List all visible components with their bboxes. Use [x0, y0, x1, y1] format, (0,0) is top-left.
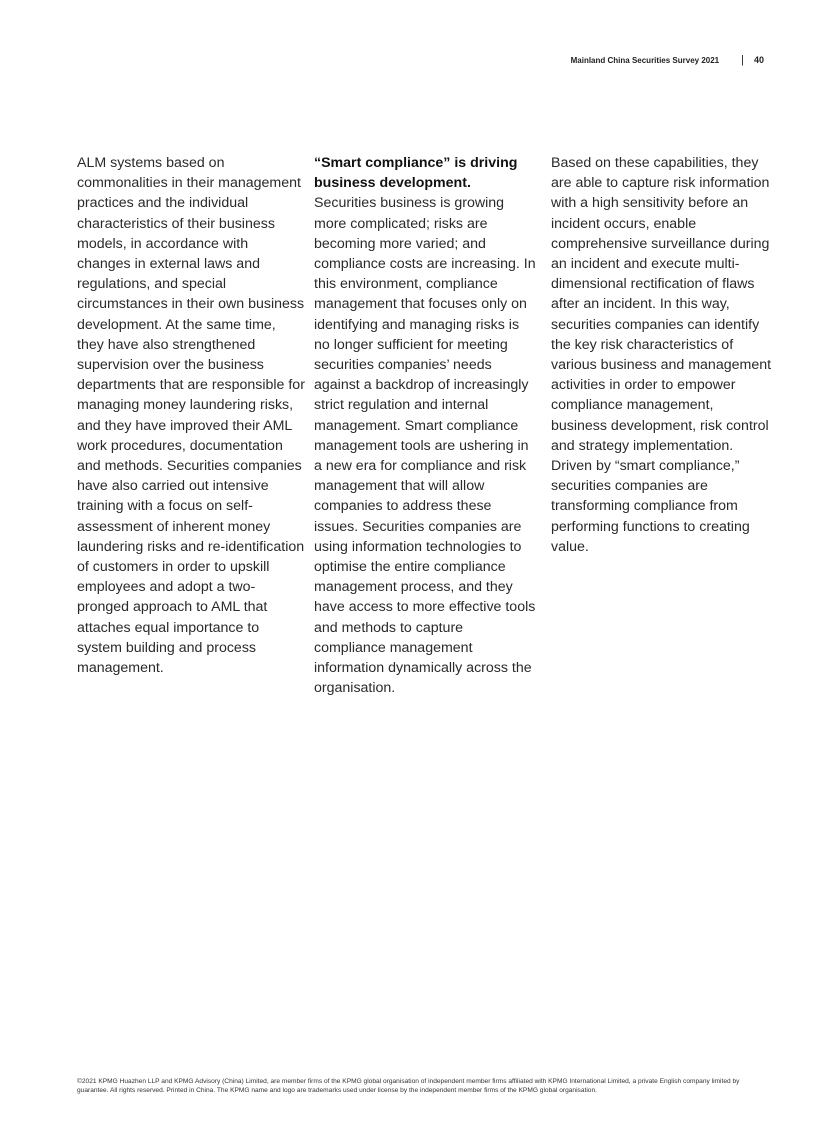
header-separator: | — [741, 54, 744, 66]
page-number: 40 — [753, 55, 764, 65]
column-2-body: Securities business is growing more complicated; risks are becoming more varied; and compliance costs are increasing. In this environment, compliance management that focuses only on identifying and managing risks is no longer sufficient for meeting securities companies’ needs against a backdrop of increasingly strict regulation and internal management. Smart compliance management tools are ushering in a new era for compliance and risk management that will allow companies to address these issues. Securities companies are using information technologies to optimise the entire compliance management process, and they have access to more effective tools and methods to capture compliance management information dynamically across the organisation. — [314, 195, 536, 697]
copyright-footer: ©2021 KPMG Huazhen LLP and KPMG Advisory (China) Limited, are member firms of the KPMG global organisation of independent member firms affiliated with KPMG International Limited, a private English company limited by guarantee. All rights reserved. Printed in China. The KPMG name and logo are trademarks used under license by the independent member firms of the KPMG global organisation. — [77, 1078, 740, 1094]
text-column-1 — [77, 153, 305, 678]
text-column-2 — [314, 153, 536, 698]
column-2-paragraph — [314, 153, 536, 698]
column-3-paragraph: Based on these capabilities, they are able to capture risk information with a high sensitivity before an incident occurs, enable comprehensive surveillance during an incident and execute multi-dimensional rectification of flaws after an incident. In this way, securities companies can identify the key risk characteristics of various business and management activities in order to empower compliance management, business development, risk control and strategy implementation. Driven by “smart compliance,” securities companies are transforming compliance from performing functions to creating value. — [551, 155, 772, 555]
section-lead-heading: “Smart compliance” is driving business development. — [314, 155, 518, 192]
column-1-paragraph: ALM systems based on commonalities in their management practices and the individual characteristics of their business models, in accordance with changes in external laws and regulations, and special circumstances in their own business development. At the same time, they have also strengthened supervision over the business departments that are responsible for managing money laundering risks, and they have improved their AML work procedures, documentation and methods. Securities companies have also carried out intensive training with a focus on self-assessment of inherent money laundering risks and re-identification of customers in order to upskill employees and adopt a two-pronged approach to AML that attaches equal importance to system building and process management. — [77, 155, 305, 677]
page-header — [571, 55, 764, 65]
report-title: Mainland China Securities Survey 2021 — [570, 55, 720, 65]
text-column-3 — [551, 153, 773, 557]
